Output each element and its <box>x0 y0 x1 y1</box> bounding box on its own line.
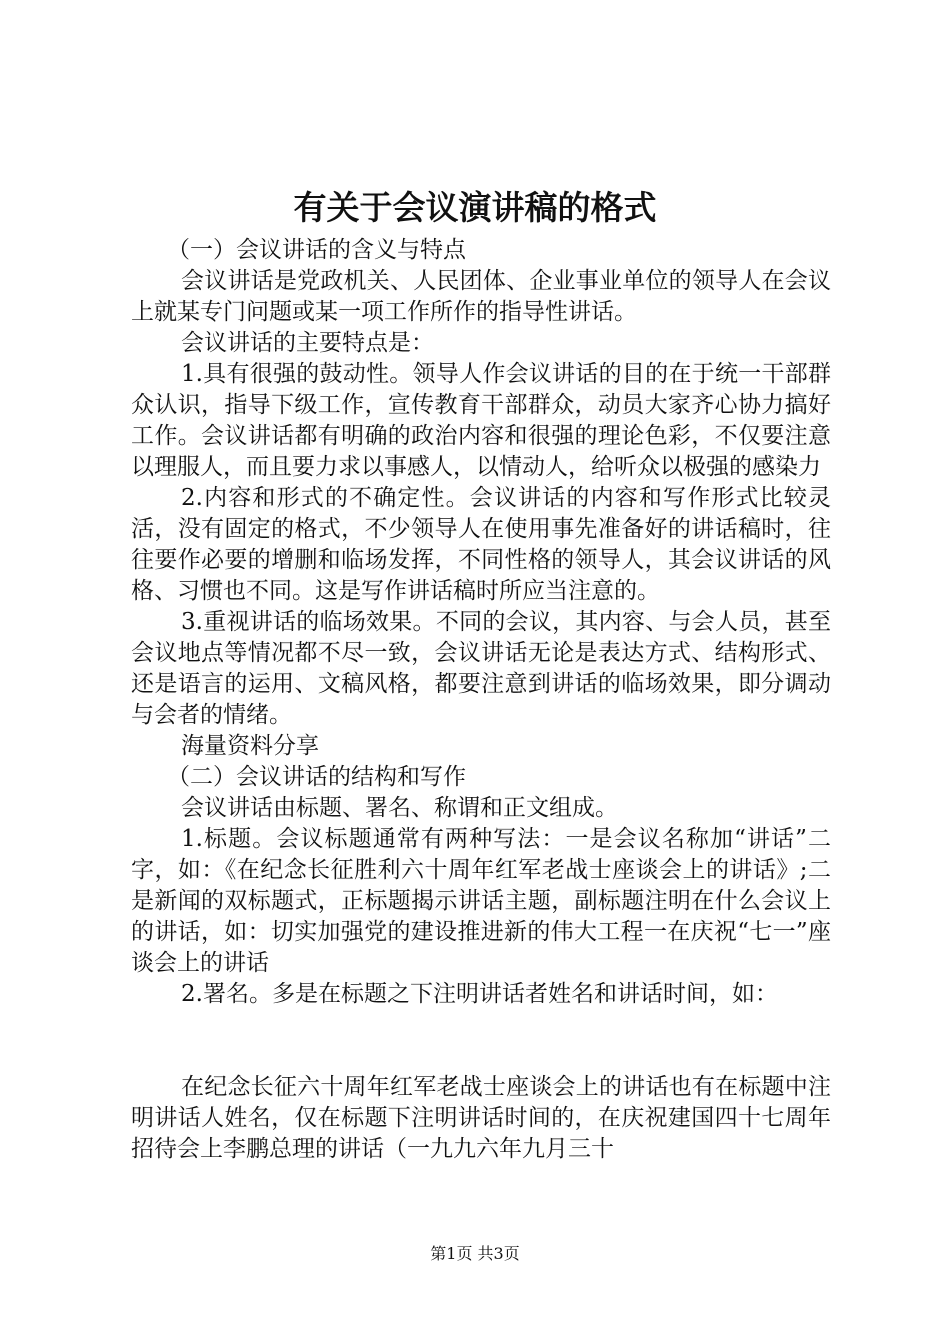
paragraph: 3.重视讲话的临场效果。不同的会议，其内容、与会人员，甚至会议地点等情况都不尽一致，会议讲话无论是表达方式、结构形式、还是语言的运用、文稿风格，都要注意到讲话的临场效果，即分调动与会者的情绪。 <box>131 609 831 728</box>
paragraph: 会议讲话是党政机关、人民团体、企业事业单位的领导人在会议上就某专门问题或某一项工作所作的指导性讲话。 <box>131 268 831 325</box>
page-footer: 第1页 共3页 <box>430 1244 520 1263</box>
paragraph: 会议讲话由标题、署名、称谓和正文组成。 <box>181 795 618 821</box>
paragraph: 2.署名。多是在标题之下注明讲话者姓名和讲话时间，如： <box>181 981 778 1007</box>
document-body <box>131 235 831 1165</box>
paragraph: 海量资料分享 <box>181 733 319 759</box>
paragraph: 2.内容和形式的不确定性。会议讲话的内容和写作形式比较灵活，没有固定的格式，不少领导人在使用事先准备好的讲话稿时，往往要作必要的增删和临场发挥，不同性格的领导人，其会议讲话的风格、习惯也不同。这是写作讲话稿时所应当注意的。 <box>131 485 831 604</box>
section-heading-2: （二）会议讲话的结构和写作 <box>167 764 466 790</box>
paragraph: 在纪念长征六十周年红军老战士座谈会上的讲话也有在标题中注明讲话人姓名，仅在标题下注明讲话时间的，在庆祝建国四十七周年招待会上李鹏总理的讲话（一九九六年九月三十 <box>131 1074 831 1162</box>
paragraph: 1.标题。会议标题通常有两种写法：一是会议名称加“讲话”二字，如：《在纪念长征胜利六十周年红军老战士座谈会上的讲话》;二是新闻的双标题式，正标题揭示讲话主题，副标题注明在什么会议上的讲话，如：切实加强党的建设推进新的伟大工程一在庆祝“七一”座谈会上的讲话 <box>131 826 831 976</box>
document-title: 有关于会议演讲稿的格式 <box>293 188 657 227</box>
paragraph: 会议讲话的主要特点是： <box>181 330 434 356</box>
paragraph: 1.具有很强的鼓动性。领导人作会议讲话的目的在于统一干部群众认识，指导下级工作，宣传教育干部群众，动员大家齐心协力搞好工作。会议讲话都有明确的政治内容和很强的理论色彩，不仅要注意以理服人，而且要力求以事感人，以情动人，给听众以极强的感染力 <box>131 361 831 480</box>
blank-space <box>131 1010 831 1072</box>
section-heading-1: （一）会议讲话的含义与特点 <box>167 237 466 263</box>
